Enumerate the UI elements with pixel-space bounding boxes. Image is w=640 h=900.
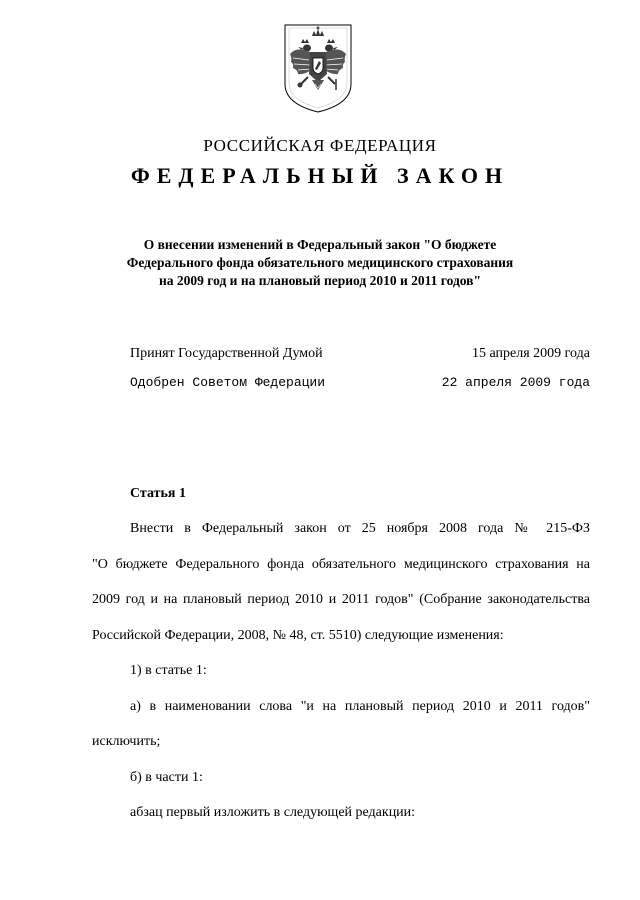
adoption-row-duma <box>130 346 590 366</box>
paragraph-line: исключить; <box>92 734 161 749</box>
country-name: РОССИЙСКАЯ ФЕДЕРАЦИЯ <box>203 136 437 155</box>
paragraph-line: б) в части 1: <box>130 769 203 785</box>
law-subject-line: Федерального фонда обязательного медицинского страхования <box>126 255 514 270</box>
adoption-row-council <box>130 375 590 395</box>
article-title: Статья 1 <box>130 486 186 501</box>
law-subject-line: О внесении изменений в Федеральный закон "О бюджете <box>143 237 497 252</box>
paragraph-line: Российской Федерации, 2008, № 48, ст. 5510) следующие изменения: <box>92 627 504 643</box>
adoption-council-date: 22 апреля 2009 года <box>441 375 590 390</box>
adoption-duma-date: 15 апреля 2009 года <box>472 346 590 361</box>
adoption-duma-label: Принят Государственной Думой <box>130 346 323 361</box>
law-title: ФЕДЕРАЛЬНЫЙ ЗАКОН <box>130 163 510 188</box>
law-subject <box>80 236 560 290</box>
paragraph-line: абзац первый изложить в следующей редакции: <box>130 805 416 820</box>
paragraph-line: а) в наименовании слова "и на плановый период 2010 и 2011 годов" <box>130 698 590 714</box>
law-subject-line: на 2009 год и на плановый период 2010 и 2011 годов" <box>159 273 481 288</box>
paragraph-line: 1) в статье 1: <box>130 663 207 678</box>
coat-of-arms-icon <box>281 22 355 114</box>
article-body <box>92 511 590 831</box>
paragraph-line: "О бюджете Федерального фонда обязательного медицинского страхования на <box>92 556 590 572</box>
adoption-council-label: Одобрен Советом Федерации <box>130 375 326 390</box>
paragraph-line: Внести в Федеральный закон от 25 ноября 2008 года № 215-ФЗ <box>130 521 590 536</box>
paragraph-line: 2009 год и на плановый период 2010 и 2011 годов" (Собрание законодательства <box>92 592 590 607</box>
